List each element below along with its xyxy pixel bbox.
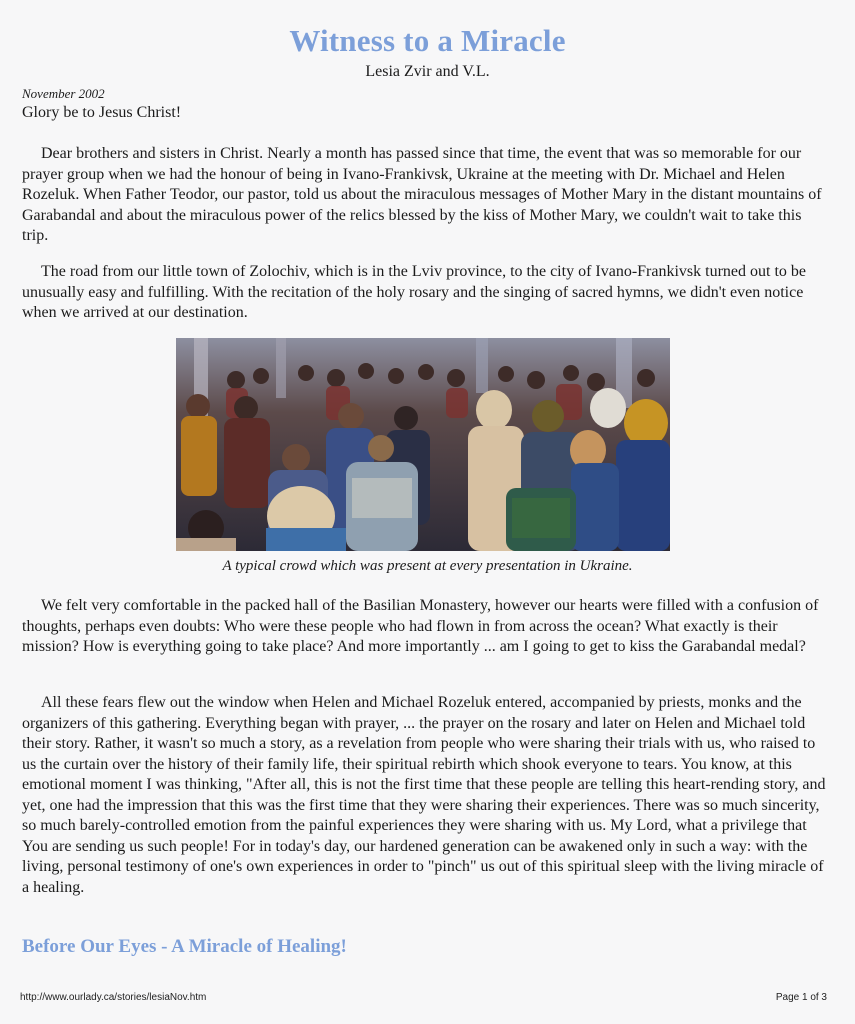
- photo-caption: A typical crowd which was present at every presentation in Ukraine.: [222, 558, 633, 574]
- paragraph-4: All these fears flew out the window when Helen and Michael Rozeluk entered, accompanied by priests, monks and the organizers of this gathering. Everything began with prayer, ... the prayer on the rosary and later on Helen and Michael told their story. Rather, it wasn't so much a story, as a revelation from people who were sharing their trials with us, who raised to us the curtain over the history of their family life, their spiritual rebirth which shook everyone to tears. You know, at this emotional moment I was thinking, "After all, this is not the first time that these people are telling this heart-rending story, and yet, one had the impression that this was the first time that they were sharing their experiences. There was so much sincerity, so much barely-controlled emotion from the painful experiences they were sharing with us. My Lord, what a privilege that You are sending us such people! For in today's day, our hardened generation can be awakened only in such a way: with the living, personal testimony of one's own experiences in order to "pinch" us out of this spiritual sleep with the living miracle of a healing.: [22, 694, 826, 896]
- greeting: Glory be to Jesus Christ!: [22, 104, 182, 121]
- date-line: November 2002: [22, 86, 105, 101]
- section-heading: Before Our Eyes - A Miracle of Healing!: [22, 936, 347, 957]
- paragraph-3: We felt very comfortable in the packed hall of the Basilian Monastery, however our hearts were filled with a confusion of thoughts, perhaps even doubts: Who were these people who had flown in from across the ocean? What exactly is their mission? How is everything going to take place? And more importantly ... am I going to get to kiss the Garabandal medal?: [22, 597, 819, 655]
- page-number: Page 1 of 3: [775, 992, 827, 1003]
- footer-url: http://www.ourlady.ca/stories/lesiaNov.htm: [20, 992, 207, 1003]
- crowd-photo: [176, 338, 670, 551]
- author-line: Lesia Zvir and V.L.: [365, 63, 490, 80]
- paragraph-2: The road from our little town of Zolochiv, which is in the Lviv province, to the city of Ivano-Frankivsk turned out to be unusually easy and fulfilling. With the recitation of the holy rosary and the singing of sacred hymns, we didn't even notice when we arrived at our destination.: [22, 263, 807, 321]
- paragraph-1: Dear brothers and sisters in Christ. Nearly a month has passed since that time, the event that was so memorable for our prayer group when we had the honour of being in Ivano-Frankivsk, Ukraine at the meeting with Dr. Michael and Helen Rozeluk. When Father Teodor, our pastor, told us about the miraculous messages of Mother Mary in the distant mountains of Garabandal and about the miraculous power of the relics blessed by the kiss of Mother Mary, we couldn't wait to take this trip.: [22, 145, 822, 244]
- page-title: Witness to a Miracle: [289, 23, 566, 58]
